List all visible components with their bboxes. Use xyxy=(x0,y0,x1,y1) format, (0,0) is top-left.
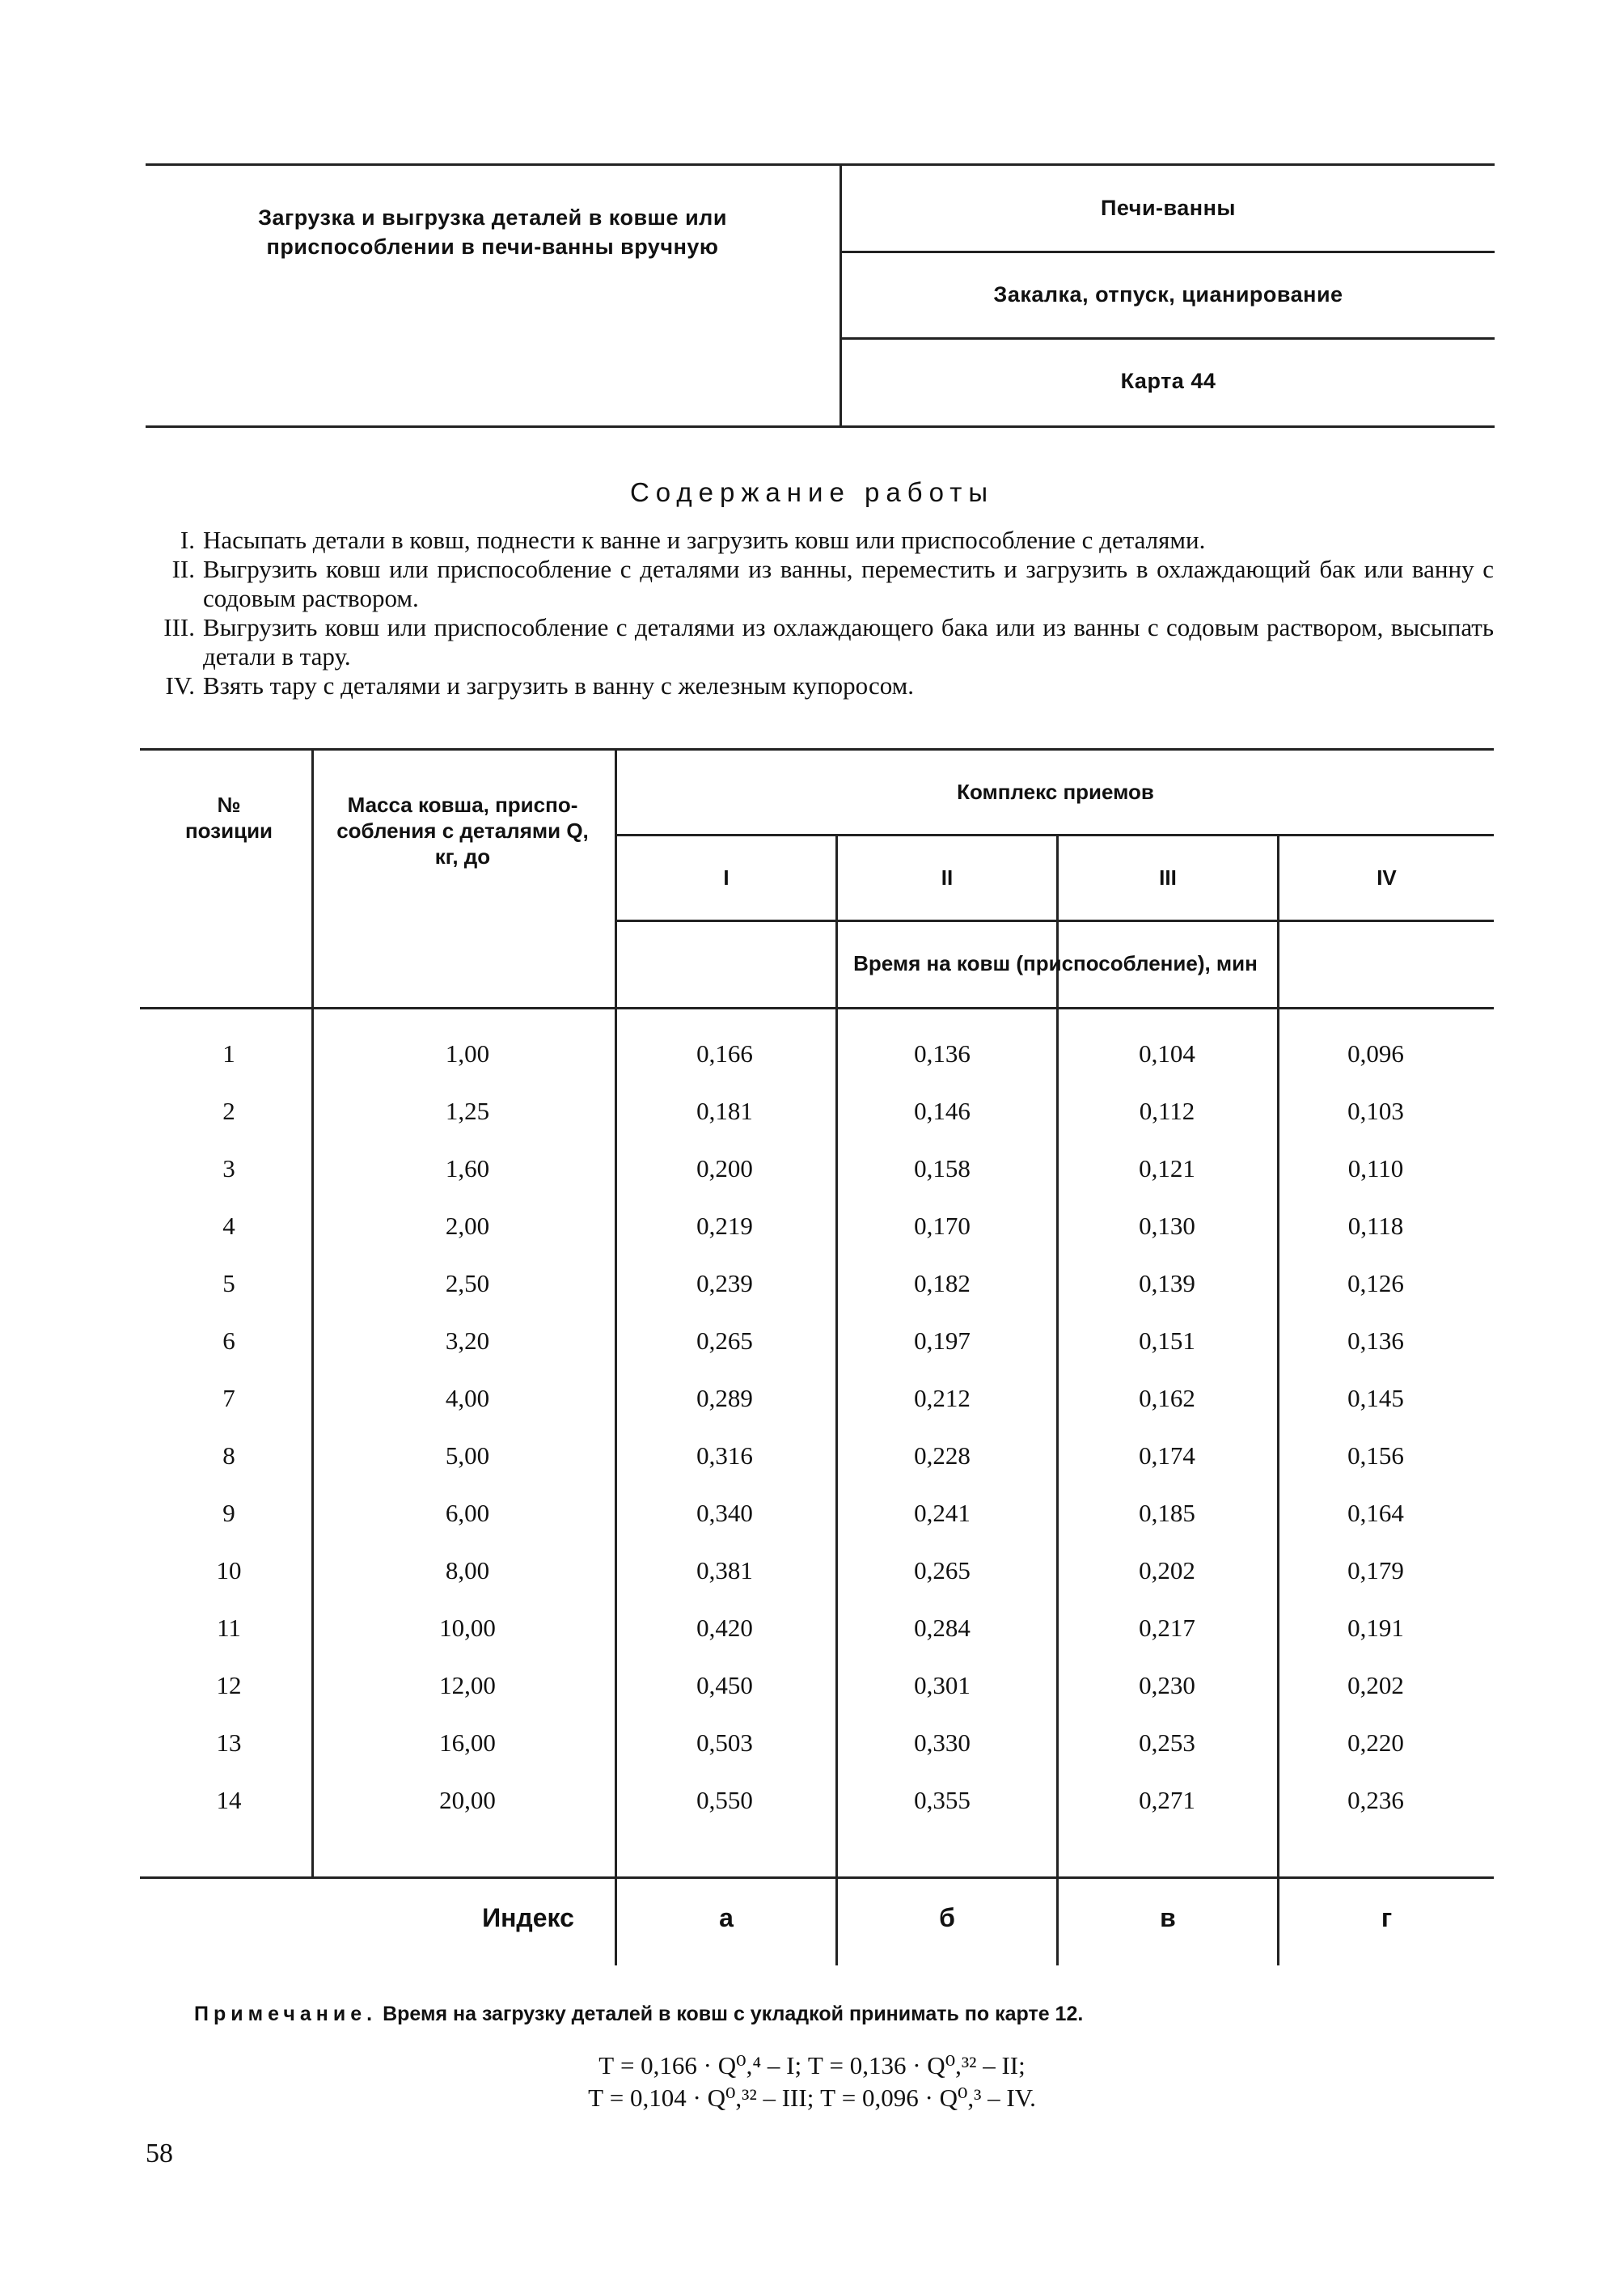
time-cell-3: 0,271 xyxy=(1139,1786,1195,1814)
position-cell: 14 xyxy=(216,1786,242,1814)
time-cell-4: 0,145 xyxy=(1347,1384,1404,1412)
work-step xyxy=(150,613,1494,671)
time-cell-3: 0,112 xyxy=(1139,1097,1195,1125)
index-label: Индекс xyxy=(482,1903,574,1932)
table-row xyxy=(140,1153,1494,1185)
mass-cell: 5,00 xyxy=(445,1441,490,1470)
complex-header: Комплекс приемов xyxy=(957,780,1154,804)
table-row xyxy=(140,1669,1494,1702)
time-header: Время на ковш (приспособление), мин xyxy=(853,951,1258,975)
time-cell-3: 0,202 xyxy=(1139,1556,1195,1584)
note-text: Время на загрузку деталей в ковш с укладкой принимать по карте 12. xyxy=(383,2003,1084,2025)
step-text: Насыпать детали в ковш, поднести к ванне и загрузить ковш или приспособление с деталями. xyxy=(203,526,1206,554)
time-cell-2: 0,146 xyxy=(914,1097,971,1125)
step-number: III. xyxy=(163,613,195,641)
card-title-cell xyxy=(146,166,839,425)
time-cell-3: 0,174 xyxy=(1139,1441,1195,1470)
time-cell-2: 0,170 xyxy=(914,1212,971,1240)
time-cell-3: 0,139 xyxy=(1139,1269,1195,1297)
time-cell-4: 0,191 xyxy=(1347,1614,1404,1642)
time-cell-2: 0,265 xyxy=(914,1556,971,1584)
step-text: Взять тару с деталями и загрузить в ванну с железным купоросом. xyxy=(203,671,914,700)
time-cell-2: 0,330 xyxy=(914,1728,971,1757)
mass-header: Масса ковша, приспо-собления с деталями Q, кг, до xyxy=(336,793,589,869)
time-cell-3: 0,121 xyxy=(1139,1154,1195,1182)
mass-cell: 2,50 xyxy=(445,1269,490,1297)
work-step xyxy=(150,555,1494,613)
time-cell-3: 0,104 xyxy=(1139,1039,1195,1068)
mass-cell: 1,00 xyxy=(445,1039,490,1068)
table-row xyxy=(140,1267,1494,1300)
time-cell-2: 0,197 xyxy=(914,1326,971,1355)
position-cell: 2 xyxy=(222,1097,235,1125)
position-cell: 6 xyxy=(222,1326,235,1355)
mass-cell: 3,20 xyxy=(445,1326,490,1355)
position-cell: 5 xyxy=(222,1269,235,1297)
position-cell: 4 xyxy=(222,1212,235,1240)
position-cell: 11 xyxy=(217,1614,241,1642)
mass-cell: 2,00 xyxy=(445,1212,490,1240)
time-cell-4: 0,156 xyxy=(1347,1441,1404,1470)
note-label: Примечание. xyxy=(194,2003,378,2025)
table-row xyxy=(140,1210,1494,1242)
time-cell-4: 0,236 xyxy=(1347,1786,1404,1814)
table-row xyxy=(140,1038,1494,1070)
step-number: I. xyxy=(180,526,195,554)
card-title: Загрузка и выгрузка деталей в ковше или приспособлении в печи-ванны вручную xyxy=(258,205,727,259)
time-cell-2: 0,228 xyxy=(914,1441,971,1470)
time-cell-1: 0,239 xyxy=(696,1269,753,1297)
time-cell-4: 0,126 xyxy=(1347,1269,1404,1297)
position-header: № позиции xyxy=(184,793,273,843)
work-step xyxy=(150,671,1494,700)
time-cell-1: 0,166 xyxy=(696,1039,753,1068)
time-cell-3: 0,253 xyxy=(1139,1728,1195,1757)
time-cell-3: 0,217 xyxy=(1139,1614,1195,1642)
card-header xyxy=(146,163,1495,428)
time-cell-1: 0,381 xyxy=(696,1556,753,1584)
time-cell-2: 0,212 xyxy=(914,1384,971,1412)
table-row xyxy=(140,1555,1494,1587)
complex-label-1: I xyxy=(723,865,730,890)
time-norms-table xyxy=(140,748,1494,1974)
time-cell-3: 0,185 xyxy=(1139,1499,1195,1527)
time-cell-1: 0,289 xyxy=(696,1384,753,1412)
time-cell-1: 0,219 xyxy=(696,1212,753,1240)
time-cell-1: 0,420 xyxy=(696,1614,753,1642)
page-number: 58 xyxy=(146,2139,173,2168)
position-cell: 7 xyxy=(222,1384,235,1412)
time-cell-2: 0,301 xyxy=(914,1671,971,1699)
time-cell-2: 0,355 xyxy=(914,1786,971,1814)
time-cell-1: 0,316 xyxy=(696,1441,753,1470)
time-cell-1: 0,503 xyxy=(696,1728,753,1757)
time-cell-1: 0,181 xyxy=(696,1097,753,1125)
time-cell-3: 0,162 xyxy=(1139,1384,1195,1412)
mass-cell: 1,60 xyxy=(445,1154,490,1182)
complex-label-3: III xyxy=(1159,865,1177,890)
mass-cell: 16,00 xyxy=(439,1728,496,1757)
position-cell: 10 xyxy=(216,1556,242,1584)
time-cell-4: 0,136 xyxy=(1347,1326,1404,1355)
table-row xyxy=(140,1727,1494,1759)
body-bottom-rule xyxy=(140,1876,1494,1879)
mass-cell: 20,00 xyxy=(439,1786,496,1814)
time-cell-4: 0,220 xyxy=(1347,1728,1404,1757)
work-step xyxy=(150,526,1494,555)
time-cell-4: 0,179 xyxy=(1347,1556,1404,1584)
position-cell: 12 xyxy=(216,1671,242,1699)
table-note xyxy=(194,2003,1083,2026)
time-cell-4: 0,110 xyxy=(1347,1154,1404,1182)
time-cell-2: 0,182 xyxy=(914,1269,971,1297)
time-cell-1: 0,200 xyxy=(696,1154,753,1182)
time-cell-1: 0,265 xyxy=(696,1326,753,1355)
time-cell-3: 0,151 xyxy=(1139,1326,1195,1355)
step-text: Выгрузить ковш или приспособление с деталями из ванны, переместить и загрузить в охлаждающий бак или ванну с содовым раствором. xyxy=(203,555,1494,612)
complex-label-4: IV xyxy=(1377,865,1397,890)
time-cell-1: 0,450 xyxy=(696,1671,753,1699)
table-row xyxy=(140,1382,1494,1415)
mass-cell: 6,00 xyxy=(445,1499,490,1527)
step-number: IV. xyxy=(165,671,195,700)
card-number: Карта 44 xyxy=(1120,369,1216,393)
mass-cell: 8,00 xyxy=(445,1556,490,1584)
formula-line-1: Т = 0,166 · Q⁰,⁴ – I; Т = 0,136 · Q⁰,³² – II; xyxy=(598,2051,1026,2079)
time-cell-3: 0,130 xyxy=(1139,1212,1195,1240)
formula-line-2: Т = 0,104 · Q⁰,³² – III; Т = 0,096 · Q⁰,³ – IV. xyxy=(588,2084,1036,2112)
time-cell-4: 0,118 xyxy=(1347,1212,1404,1240)
index-value-4: г xyxy=(1381,1903,1393,1932)
time-cell-2: 0,158 xyxy=(914,1154,971,1182)
position-cell: 8 xyxy=(222,1441,235,1470)
step-number: II. xyxy=(171,555,195,583)
operations-label: Закалка, отпуск, цианирование xyxy=(842,252,1495,340)
table-body xyxy=(140,748,1494,1876)
mass-cell: 1,25 xyxy=(445,1097,490,1125)
table-row xyxy=(140,1440,1494,1472)
table-row xyxy=(140,1325,1494,1357)
step-text: Выгрузить ковш или приспособление с деталями из охлаждающего бака или из ванны с содовым раствором, высыпать детали в тару. xyxy=(203,613,1494,671)
table-row xyxy=(140,1784,1494,1817)
position-cell: 13 xyxy=(216,1728,242,1757)
mass-cell: 12,00 xyxy=(439,1671,496,1699)
table-row xyxy=(140,1612,1494,1644)
time-cell-3: 0,230 xyxy=(1139,1671,1195,1699)
time-cell-4: 0,103 xyxy=(1347,1097,1404,1125)
work-steps-list xyxy=(150,526,1494,700)
time-cell-2: 0,136 xyxy=(914,1039,971,1068)
complex-label-2: II xyxy=(941,865,954,890)
time-cell-2: 0,241 xyxy=(914,1499,971,1527)
table-row xyxy=(140,1095,1494,1127)
mass-cell: 10,00 xyxy=(439,1614,496,1642)
time-cell-1: 0,340 xyxy=(696,1499,753,1527)
equipment-label: Печи-ванны xyxy=(842,166,1495,253)
table-row xyxy=(140,1497,1494,1529)
time-cell-4: 0,202 xyxy=(1347,1671,1404,1699)
position-cell: 3 xyxy=(222,1154,235,1182)
index-value-3: в xyxy=(1160,1903,1176,1932)
position-cell: 9 xyxy=(222,1499,235,1527)
work-content-title: Содержание работы xyxy=(629,477,995,507)
time-cell-2: 0,284 xyxy=(914,1614,971,1642)
index-value-1: а xyxy=(719,1903,734,1932)
index-value-2: б xyxy=(939,1903,955,1932)
time-cell-4: 0,096 xyxy=(1347,1039,1404,1068)
time-cell-1: 0,550 xyxy=(696,1786,753,1814)
mass-cell: 4,00 xyxy=(445,1384,490,1412)
time-cell-4: 0,164 xyxy=(1347,1499,1404,1527)
position-cell: 1 xyxy=(222,1039,235,1068)
